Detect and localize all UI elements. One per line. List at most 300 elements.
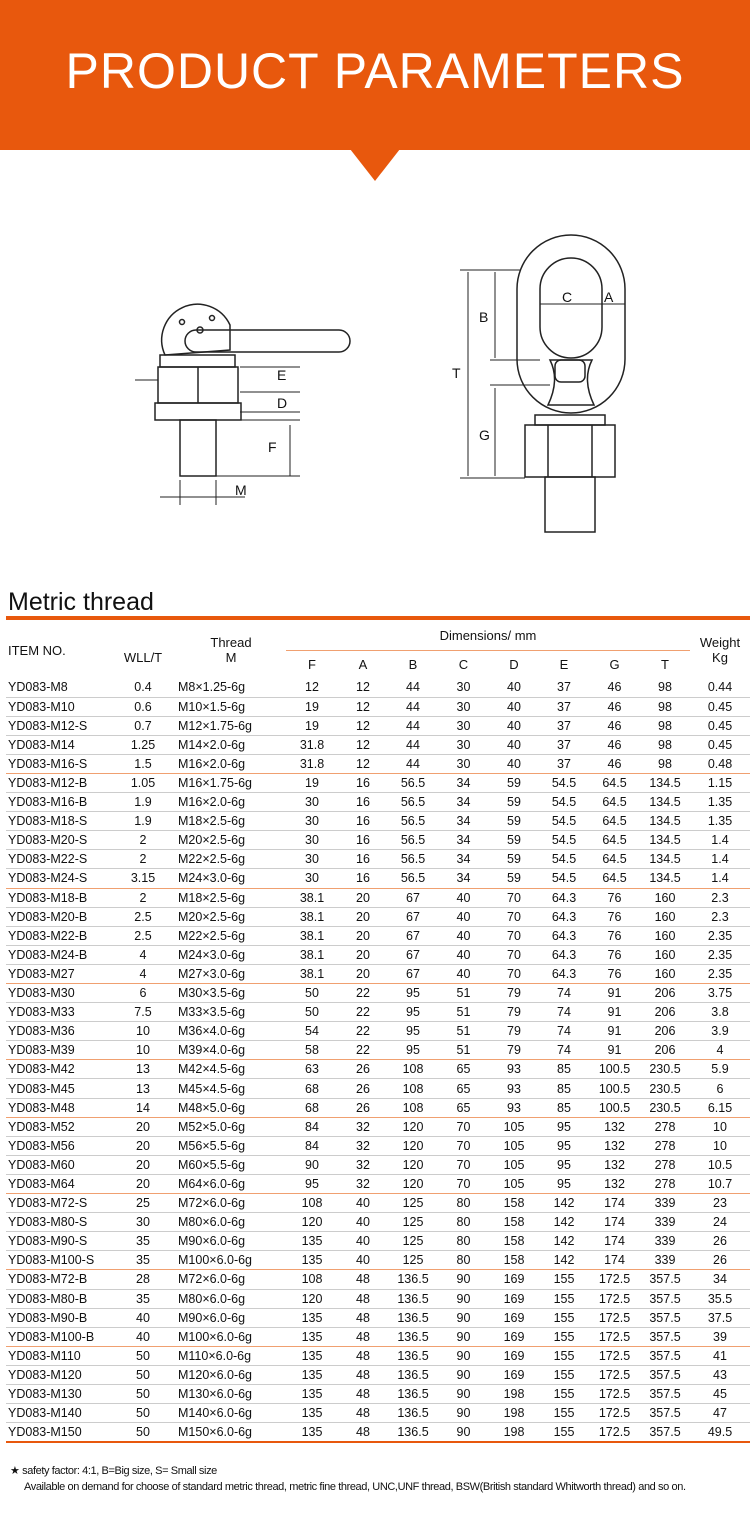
- table-cell: 28: [110, 1270, 176, 1289]
- table-cell: 26: [338, 1079, 388, 1098]
- table-cell: 70: [489, 945, 539, 964]
- table-cell: 0.7: [110, 716, 176, 735]
- table-cell: 90: [438, 1365, 489, 1384]
- table-cell: 206: [640, 1022, 690, 1041]
- table-cell: 32: [338, 1155, 388, 1174]
- table-cell: 230.5: [640, 1060, 690, 1079]
- table-cell: 134.5: [640, 793, 690, 812]
- header-dimensions: Dimensions/ mm: [286, 622, 690, 650]
- table-cell: 7.5: [110, 1003, 176, 1022]
- table-row: [6, 1232, 750, 1251]
- table-row: [6, 1327, 750, 1346]
- table-cell: 51: [438, 984, 489, 1003]
- table-cell: 95: [388, 1041, 438, 1060]
- header-dim-f: F: [308, 656, 316, 672]
- table-cell: 135: [286, 1346, 338, 1365]
- table-cell: 51: [438, 1003, 489, 1022]
- parameters-table: [6, 622, 750, 1443]
- table-cell: M33×3.5-6g: [176, 1003, 286, 1022]
- table-row: [6, 1041, 750, 1060]
- table-cell: YD083-M100-B: [6, 1327, 110, 1346]
- table-cell: 46: [589, 678, 640, 697]
- header-dim-a: A: [358, 656, 368, 672]
- table-cell: 51: [438, 1022, 489, 1041]
- table-cell: 135: [286, 1404, 338, 1423]
- table-cell: 31.8: [286, 754, 338, 773]
- table-cell: YD083-M16-S: [6, 754, 110, 773]
- table-cell: 67: [388, 945, 438, 964]
- table-row: [6, 1423, 750, 1442]
- table-cell: 44: [388, 735, 438, 754]
- table-cell: YD083-M33: [6, 1003, 110, 1022]
- table-cell: 70: [438, 1136, 489, 1155]
- table-cell: 10: [110, 1041, 176, 1060]
- table-cell: M18×2.5-6g: [176, 812, 286, 831]
- table-cell: 1.15: [690, 773, 750, 792]
- table-cell: 30: [286, 793, 338, 812]
- table-cell: 95: [388, 1022, 438, 1041]
- table-cell: 20: [110, 1117, 176, 1136]
- table-cell: 172.5: [589, 1384, 640, 1403]
- table-cell: 12: [338, 754, 388, 773]
- table-cell: 40: [338, 1232, 388, 1251]
- table-cell: 6: [110, 984, 176, 1003]
- table-cell: 40: [438, 907, 489, 926]
- table-cell: 39: [690, 1327, 750, 1346]
- table-row: [6, 926, 750, 945]
- table-cell: YD083-M10: [6, 697, 110, 716]
- table-row: [6, 869, 750, 888]
- table-cell: 90: [438, 1327, 489, 1346]
- table-cell: 48: [338, 1270, 388, 1289]
- table-cell: 51: [438, 1041, 489, 1060]
- table-cell: 20: [338, 945, 388, 964]
- table-cell: 120: [388, 1155, 438, 1174]
- table-cell: M72×6.0-6g: [176, 1194, 286, 1213]
- table-cell: 172.5: [589, 1404, 640, 1423]
- table-row: [6, 964, 750, 983]
- header-dim-t: T: [661, 656, 669, 672]
- table-cell: 70: [489, 964, 539, 983]
- table-cell: 22: [338, 1022, 388, 1041]
- table-cell: 357.5: [640, 1289, 690, 1308]
- table-cell: M110×6.0-6g: [176, 1346, 286, 1365]
- table-cell: M120×6.0-6g: [176, 1365, 286, 1384]
- table-cell: 98: [640, 735, 690, 754]
- table-cell: YD083-M12-S: [6, 716, 110, 735]
- table-cell: 98: [640, 697, 690, 716]
- table-cell: 132: [589, 1136, 640, 1155]
- table-cell: 90: [438, 1289, 489, 1308]
- table-cell: 93: [489, 1060, 539, 1079]
- table-cell: 174: [589, 1251, 640, 1270]
- table-cell: 91: [589, 1041, 640, 1060]
- table-cell: 26: [690, 1232, 750, 1251]
- table-cell: 206: [640, 1003, 690, 1022]
- table-cell: 34: [438, 850, 489, 869]
- table-cell: 6: [690, 1079, 750, 1098]
- table-cell: 158: [489, 1251, 539, 1270]
- table-cell: 136.5: [388, 1384, 438, 1403]
- table-row: [6, 831, 750, 850]
- table-cell: 158: [489, 1194, 539, 1213]
- table-cell: 0.44: [690, 678, 750, 697]
- table-cell: 136.5: [388, 1404, 438, 1423]
- table-cell: M90×6.0-6g: [176, 1232, 286, 1251]
- table-row: [6, 773, 750, 792]
- table-cell: YD083-M64: [6, 1174, 110, 1193]
- table-cell: 339: [640, 1213, 690, 1232]
- table-cell: 155: [539, 1384, 589, 1403]
- table-cell: 20: [338, 888, 388, 907]
- table-cell: 169: [489, 1270, 539, 1289]
- table-cell: 90: [438, 1346, 489, 1365]
- table-cell: 85: [539, 1079, 589, 1098]
- table-cell: 22: [338, 984, 388, 1003]
- table-cell: 12: [338, 697, 388, 716]
- table-cell: 48: [338, 1404, 388, 1423]
- table-cell: 2.35: [690, 945, 750, 964]
- table-cell: 37: [539, 716, 589, 735]
- table-cell: 155: [539, 1327, 589, 1346]
- table-cell: 134.5: [640, 773, 690, 792]
- table-row: [6, 697, 750, 716]
- table-cell: 31.8: [286, 735, 338, 754]
- table-row: [6, 678, 750, 697]
- table-cell: 108: [388, 1098, 438, 1117]
- table-row: [6, 1365, 750, 1384]
- table-cell: 108: [286, 1194, 338, 1213]
- table-cell: YD083-M140: [6, 1404, 110, 1423]
- table-cell: 10: [110, 1022, 176, 1041]
- table-cell: 105: [489, 1136, 539, 1155]
- table-cell: 56.5: [388, 850, 438, 869]
- table-cell: M16×2.0-6g: [176, 754, 286, 773]
- table-cell: 26: [338, 1060, 388, 1079]
- table-row: [6, 984, 750, 1003]
- table-cell: 357.5: [640, 1346, 690, 1365]
- page-title: PRODUCT PARAMETERS: [65, 43, 685, 99]
- table-cell: 95: [539, 1174, 589, 1193]
- table-cell: 16: [338, 869, 388, 888]
- table-cell: 206: [640, 1041, 690, 1060]
- table-row: [6, 1022, 750, 1041]
- table-cell: 26: [690, 1251, 750, 1270]
- table-cell: YD083-M90-B: [6, 1308, 110, 1327]
- table-cell: M56×5.5-6g: [176, 1136, 286, 1155]
- table-cell: 20: [110, 1155, 176, 1174]
- table-cell: 79: [489, 1041, 539, 1060]
- table-cell: 4: [110, 964, 176, 983]
- table-cell: M20×2.5-6g: [176, 907, 286, 926]
- table-cell: 32: [338, 1117, 388, 1136]
- table-cell: 134.5: [640, 850, 690, 869]
- table-cell: 76: [589, 888, 640, 907]
- table-cell: M72×6.0-6g: [176, 1270, 286, 1289]
- header-item: ITEM NO.: [8, 642, 66, 658]
- table-cell: 100.5: [589, 1079, 640, 1098]
- table-cell: 1.05: [110, 773, 176, 792]
- table-cell: 357.5: [640, 1365, 690, 1384]
- table-cell: M20×2.5-6g: [176, 831, 286, 850]
- table-cell: 84: [286, 1117, 338, 1136]
- table-cell: 67: [388, 888, 438, 907]
- table-row: [6, 1346, 750, 1365]
- table-cell: YD083-M24-S: [6, 869, 110, 888]
- front-view-drawing: [460, 235, 625, 532]
- table-cell: 1.9: [110, 793, 176, 812]
- table-cell: 1.25: [110, 735, 176, 754]
- table-cell: 2.3: [690, 888, 750, 907]
- dim-label-b: B: [479, 309, 489, 325]
- table-cell: 35: [110, 1232, 176, 1251]
- table-cell: 155: [539, 1365, 589, 1384]
- table-cell: 59: [489, 831, 539, 850]
- table-cell: 108: [286, 1270, 338, 1289]
- table-cell: 64.3: [539, 926, 589, 945]
- table-row: [6, 812, 750, 831]
- table-cell: 24: [690, 1213, 750, 1232]
- table-cell: 46: [589, 697, 640, 716]
- table-cell: 198: [489, 1384, 539, 1403]
- table-cell: 142: [539, 1194, 589, 1213]
- table-cell: 48: [338, 1423, 388, 1442]
- table-cell: 76: [589, 945, 640, 964]
- table-cell: 80: [438, 1213, 489, 1232]
- table-cell: 40: [110, 1327, 176, 1346]
- table-cell: 158: [489, 1213, 539, 1232]
- table-cell: 155: [539, 1423, 589, 1442]
- table-cell: 278: [640, 1117, 690, 1136]
- table-cell: YD083-M18-S: [6, 812, 110, 831]
- table-cell: 68: [286, 1079, 338, 1098]
- footnote-line-2: Available on demand for choose of standard metric thread, metric fine thread, UNC,UNF thread, BSW(British standard Whitworth thread) and so on.: [24, 1481, 686, 1493]
- table-cell: 169: [489, 1308, 539, 1327]
- table-cell: 108: [388, 1060, 438, 1079]
- table-cell: 169: [489, 1327, 539, 1346]
- table-cell: 278: [640, 1174, 690, 1193]
- table-cell: 172.5: [589, 1365, 640, 1384]
- table-cell: 70: [489, 907, 539, 926]
- table-cell: 90: [438, 1308, 489, 1327]
- table-cell: 32: [338, 1136, 388, 1155]
- table-cell: 37: [539, 735, 589, 754]
- table-cell: 100.5: [589, 1060, 640, 1079]
- table-cell: 56.5: [388, 812, 438, 831]
- table-cell: YD083-M150: [6, 1423, 110, 1442]
- table-cell: 230.5: [640, 1079, 690, 1098]
- table-cell: 30: [438, 716, 489, 735]
- table-cell: 40: [489, 697, 539, 716]
- table-row: [6, 1384, 750, 1403]
- table-cell: 37: [539, 678, 589, 697]
- table-cell: 169: [489, 1346, 539, 1365]
- table-cell: M48×5.0-6g: [176, 1098, 286, 1117]
- table-cell: M90×6.0-6g: [176, 1308, 286, 1327]
- table-cell: 136.5: [388, 1270, 438, 1289]
- table-cell: 91: [589, 1003, 640, 1022]
- table-cell: 1.4: [690, 850, 750, 869]
- table-cell: YD083-M36: [6, 1022, 110, 1041]
- table-cell: 105: [489, 1155, 539, 1174]
- table-cell: 155: [539, 1404, 589, 1423]
- table-cell: 357.5: [640, 1308, 690, 1327]
- table-cell: 0.45: [690, 697, 750, 716]
- dim-label-d: D: [277, 395, 288, 411]
- table-cell: 10: [690, 1136, 750, 1155]
- table-cell: 2.5: [110, 907, 176, 926]
- table-cell: 2: [110, 888, 176, 907]
- table-cell: 135: [286, 1308, 338, 1327]
- table-row: [6, 1003, 750, 1022]
- table-cell: 3.75: [690, 984, 750, 1003]
- table-cell: 56.5: [388, 773, 438, 792]
- table-cell: M60×5.5-6g: [176, 1155, 286, 1174]
- table-cell: 120: [388, 1136, 438, 1155]
- table-row: [6, 1174, 750, 1193]
- table-cell: 134.5: [640, 831, 690, 850]
- table-cell: 3.8: [690, 1003, 750, 1022]
- table-cell: YD083-M48: [6, 1098, 110, 1117]
- table-cell: 2: [110, 850, 176, 869]
- table-cell: 198: [489, 1423, 539, 1442]
- table-cell: 35: [110, 1289, 176, 1308]
- table-cell: 172.5: [589, 1289, 640, 1308]
- table-cell: 120: [388, 1174, 438, 1193]
- table-cell: 44: [388, 754, 438, 773]
- table-cell: YD083-M56: [6, 1136, 110, 1155]
- table-cell: 84: [286, 1136, 338, 1155]
- table-cell: 30: [110, 1213, 176, 1232]
- table-cell: 160: [640, 926, 690, 945]
- table-cell: 142: [539, 1213, 589, 1232]
- table-cell: YD083-M80-S: [6, 1213, 110, 1232]
- table-cell: 230.5: [640, 1098, 690, 1117]
- table-cell: 174: [589, 1232, 640, 1251]
- table-cell: 135: [286, 1232, 338, 1251]
- table-cell: 135: [286, 1327, 338, 1346]
- table-cell: 64.3: [539, 964, 589, 983]
- dim-label-f: F: [268, 439, 277, 455]
- table-cell: M24×3.0-6g: [176, 869, 286, 888]
- table-cell: YD083-M22-B: [6, 926, 110, 945]
- table-cell: 38.1: [286, 945, 338, 964]
- table-cell: 54.5: [539, 812, 589, 831]
- table-cell: 30: [438, 678, 489, 697]
- table-row: [6, 1060, 750, 1079]
- table-cell: 142: [539, 1232, 589, 1251]
- table-cell: 136.5: [388, 1308, 438, 1327]
- table-cell: 172.5: [589, 1308, 640, 1327]
- table-cell: 10.5: [690, 1155, 750, 1174]
- header-weight-label: Weight: [699, 635, 741, 650]
- table-cell: YD083-M100-S: [6, 1251, 110, 1270]
- table-cell: 30: [438, 735, 489, 754]
- table-cell: 64.5: [589, 869, 640, 888]
- table-cell: 74: [539, 1041, 589, 1060]
- table-cell: 58: [286, 1041, 338, 1060]
- table-cell: YD083-M24-B: [6, 945, 110, 964]
- table-cell: M16×2.0-6g: [176, 793, 286, 812]
- table-cell: M100×6.0-6g: [176, 1327, 286, 1346]
- table-cell: 1.4: [690, 831, 750, 850]
- table-cell: 45: [690, 1384, 750, 1403]
- table-cell: 64.5: [589, 773, 640, 792]
- table-row: [6, 716, 750, 735]
- table-cell: 357.5: [640, 1270, 690, 1289]
- table-cell: 125: [388, 1232, 438, 1251]
- table-cell: 136.5: [388, 1289, 438, 1308]
- table-cell: 135: [286, 1365, 338, 1384]
- table-cell: 79: [489, 1003, 539, 1022]
- table-cell: M52×5.0-6g: [176, 1117, 286, 1136]
- dim-label-c: C: [562, 289, 573, 305]
- table-cell: 74: [539, 1003, 589, 1022]
- table-cell: 44: [388, 678, 438, 697]
- table-row: [6, 1308, 750, 1327]
- table-cell: 34: [438, 812, 489, 831]
- table-cell: 198: [489, 1404, 539, 1423]
- table-cell: 95: [539, 1117, 589, 1136]
- table-cell: 70: [489, 888, 539, 907]
- table-cell: 76: [589, 964, 640, 983]
- table-cell: 22: [338, 1003, 388, 1022]
- table-cell: 43: [690, 1365, 750, 1384]
- table-cell: 172.5: [589, 1423, 640, 1442]
- table-cell: 174: [589, 1194, 640, 1213]
- table-cell: 134.5: [640, 869, 690, 888]
- table-cell: YD083-M120: [6, 1365, 110, 1384]
- table-cell: 65: [438, 1098, 489, 1117]
- table-cell: 339: [640, 1251, 690, 1270]
- table-cell: 85: [539, 1060, 589, 1079]
- table-cell: 108: [388, 1079, 438, 1098]
- table-cell: 206: [640, 984, 690, 1003]
- table-cell: YD083-M60: [6, 1155, 110, 1174]
- table-cell: 1.9: [110, 812, 176, 831]
- table-cell: 93: [489, 1079, 539, 1098]
- table-row: [6, 1098, 750, 1117]
- table-cell: 20: [110, 1136, 176, 1155]
- table-cell: 132: [589, 1155, 640, 1174]
- table-cell: 48: [338, 1346, 388, 1365]
- table-cell: 54.5: [539, 793, 589, 812]
- header-dim-g: G: [609, 656, 620, 672]
- table-cell: 74: [539, 984, 589, 1003]
- table-cell: 34: [438, 773, 489, 792]
- table-cell: M140×6.0-6g: [176, 1404, 286, 1423]
- table-cell: 48: [338, 1289, 388, 1308]
- table-cell: 95: [388, 984, 438, 1003]
- table-cell: 90: [438, 1404, 489, 1423]
- table-row: [6, 1213, 750, 1232]
- table-cell: 48: [338, 1327, 388, 1346]
- table-cell: 40: [338, 1213, 388, 1232]
- table-cell: 13: [110, 1060, 176, 1079]
- table-cell: 1.35: [690, 793, 750, 812]
- table-row: [6, 1270, 750, 1289]
- table-cell: 32: [338, 1174, 388, 1193]
- table-cell: 19: [286, 697, 338, 716]
- table-cell: M12×1.75-6g: [176, 716, 286, 735]
- table-cell: 48: [338, 1308, 388, 1327]
- table-cell: M27×3.0-6g: [176, 964, 286, 983]
- table-cell: 16: [338, 812, 388, 831]
- table-cell: YD083-M27: [6, 964, 110, 983]
- table-cell: 155: [539, 1270, 589, 1289]
- table-cell: M42×4.5-6g: [176, 1060, 286, 1079]
- table-cell: 38.1: [286, 907, 338, 926]
